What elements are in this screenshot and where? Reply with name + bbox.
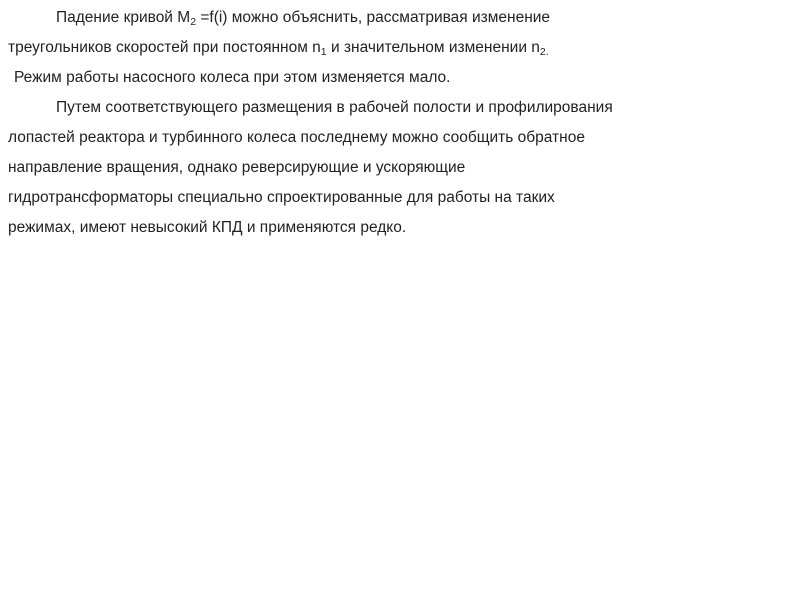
paragraph-1-line-2 — [8, 33, 794, 63]
paragraph-2-line-5: режимах, имеют невысокий КПД и применяются редко. — [8, 219, 407, 236]
paragraph-2-line-4: гидротрансформаторы специально спроектированные для работы на таких — [8, 189, 555, 206]
paragraph-2-line-3: направление вращения, однако реверсирующие и ускоряющие — [8, 159, 466, 176]
paragraph-2-line-1: Путем соответствующего размещения в рабочей полости и профилирования — [56, 99, 613, 116]
text-run: и значительном изменении n — [326, 39, 540, 56]
paragraph-1-line-1 — [8, 3, 794, 33]
subscript: 2. — [539, 46, 549, 58]
paragraph-2-line-2: лопастей реактора и турбинного колеса последнему можно сообщить обратное — [8, 129, 585, 146]
subscript: 2 — [190, 16, 197, 28]
text-run: =f(i) можно объяснить, рассматривая изменение — [196, 9, 551, 26]
text-run: Падение кривой M — [56, 9, 191, 26]
subscript: 1 — [320, 46, 327, 58]
text-run: треугольников скоростей при постоянном n — [8, 39, 321, 56]
paragraph-1-line-3: Режим работы насосного колеса при этом изменяется мало. — [14, 69, 451, 86]
document-text — [8, 3, 794, 243]
